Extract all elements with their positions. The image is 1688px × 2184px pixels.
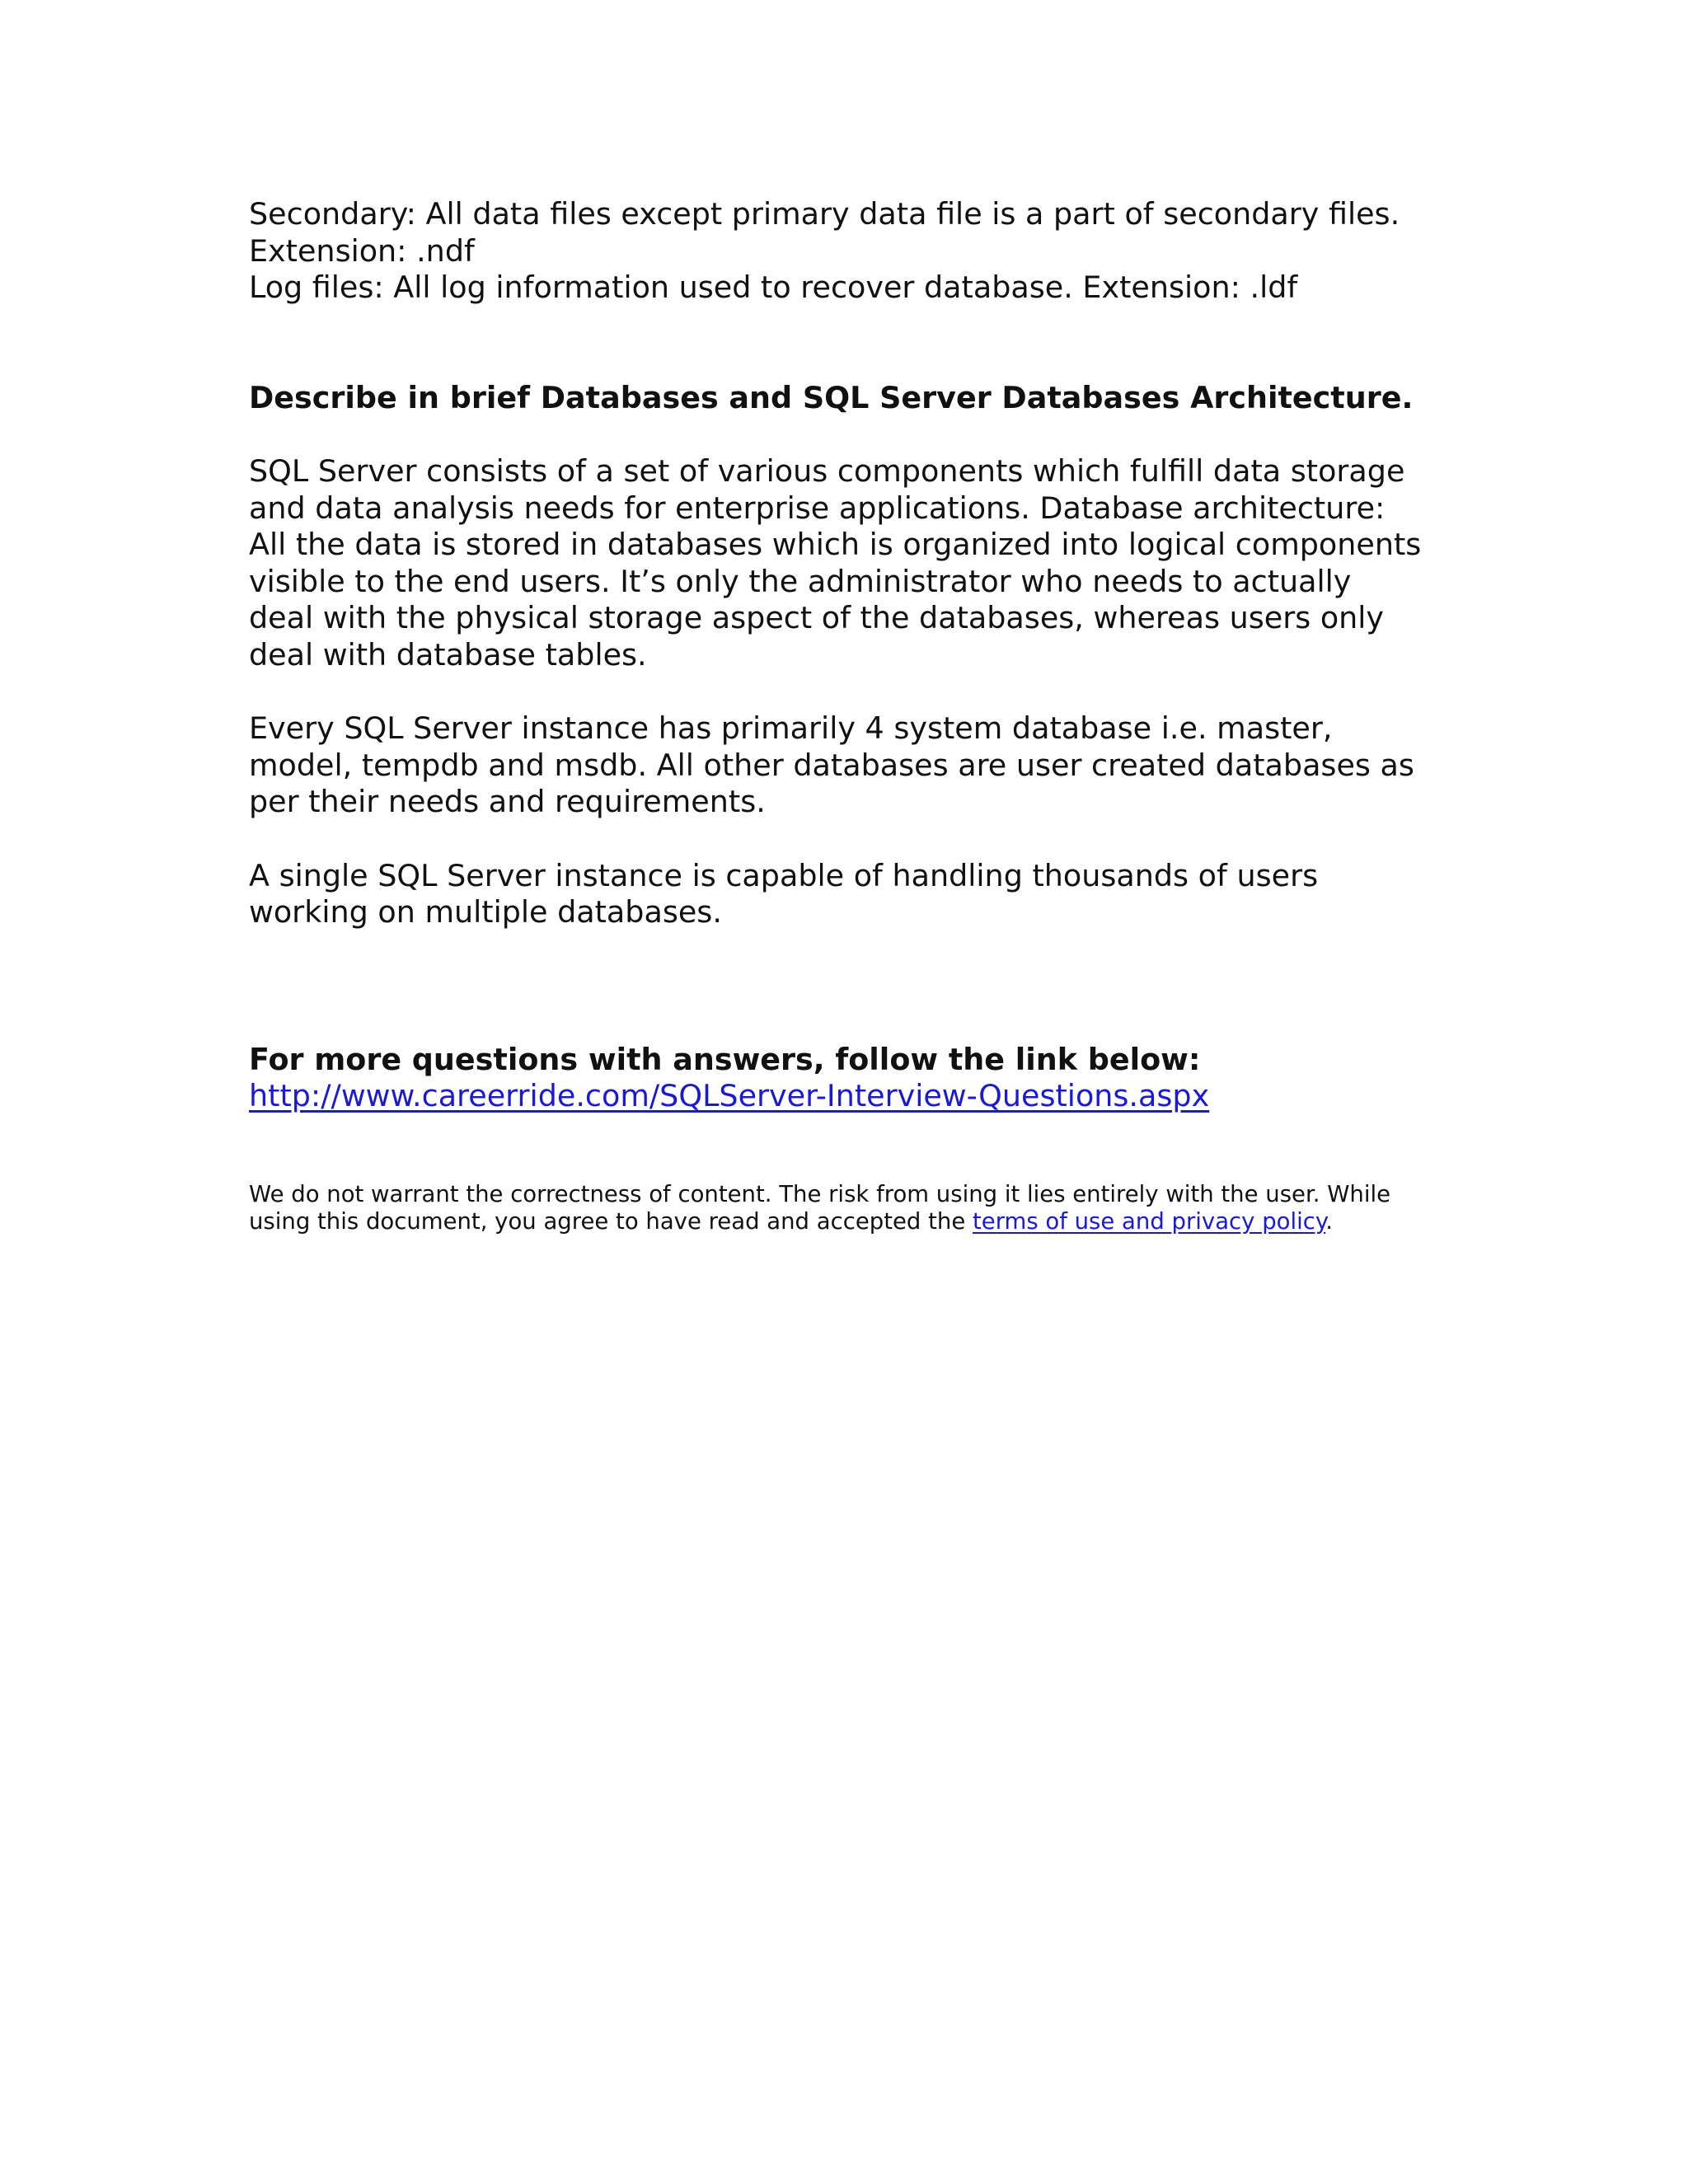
secondary-files-line: Secondary: All data files except primary data file is a part of secondary files. [249, 196, 1400, 232]
spacer [249, 307, 1452, 380]
spacer [249, 416, 1452, 453]
paragraph-line: per their needs and requirements. [249, 784, 766, 820]
spacer [249, 674, 1452, 711]
paragraph-line: visible to the end users. It’s only the administrator who needs to actually [249, 563, 1352, 599]
disclaimer-line-2 [249, 1208, 1452, 1235]
architecture-paragraph-3 [249, 858, 1452, 931]
disclaimer-prefix: using this document, you agree to have read and accepted the [249, 1207, 973, 1235]
paragraph-line: model, tempdb and msdb. All other databases are user created databases as [249, 747, 1414, 783]
document-content [249, 196, 1452, 1235]
paragraph-line: deal with database tables. [249, 636, 647, 673]
log-files-line: Log files: All log information used to recover database. Extension: .ldf [249, 269, 1298, 306]
architecture-paragraph-1 [249, 453, 1452, 674]
paragraph-line: SQL Server consists of a set of various components which fulfill data storage [249, 452, 1405, 489]
disclaimer [249, 1181, 1452, 1235]
paragraph-line: All the data is stored in databases which is organized into logical components [249, 527, 1422, 563]
secondary-extension-line: Extension: .ndf [249, 232, 475, 269]
more-questions-heading: For more questions with answers, follow the link below: [249, 1041, 1201, 1077]
more-questions-link-line [249, 1078, 1452, 1115]
careerride-link[interactable]: http://www.careerride.com/SQLServer-Interview-Questions.aspx [249, 1078, 1210, 1114]
spacer [249, 821, 1452, 858]
spacer [249, 931, 1452, 1042]
paragraph-line: working on multiple databases. [249, 894, 722, 930]
paragraph-line: Every SQL Server instance has primarily 4 system database i.e. master, [249, 710, 1333, 747]
architecture-heading: Describe in brief Databases and SQL Server Databases Architecture. [249, 379, 1414, 415]
terms-privacy-link[interactable]: terms of use and privacy policy [973, 1207, 1326, 1235]
spacer [249, 1115, 1452, 1181]
disclaimer-suffix: . [1325, 1207, 1333, 1235]
files-section [249, 196, 1452, 307]
paragraph-line: deal with the physical storage aspect of the databases, whereas users only [249, 600, 1385, 636]
architecture-paragraph-2 [249, 710, 1452, 821]
more-questions-section [249, 1042, 1452, 1115]
paragraph-line: and data analysis needs for enterprise applications. Database architecture: [249, 490, 1386, 526]
paragraph-line: A single SQL Server instance is capable of handling thousands of users [249, 857, 1319, 893]
disclaimer-line-1: We do not warrant the correctness of content. The risk from using it lies entirely with the user. While [249, 1180, 1391, 1207]
